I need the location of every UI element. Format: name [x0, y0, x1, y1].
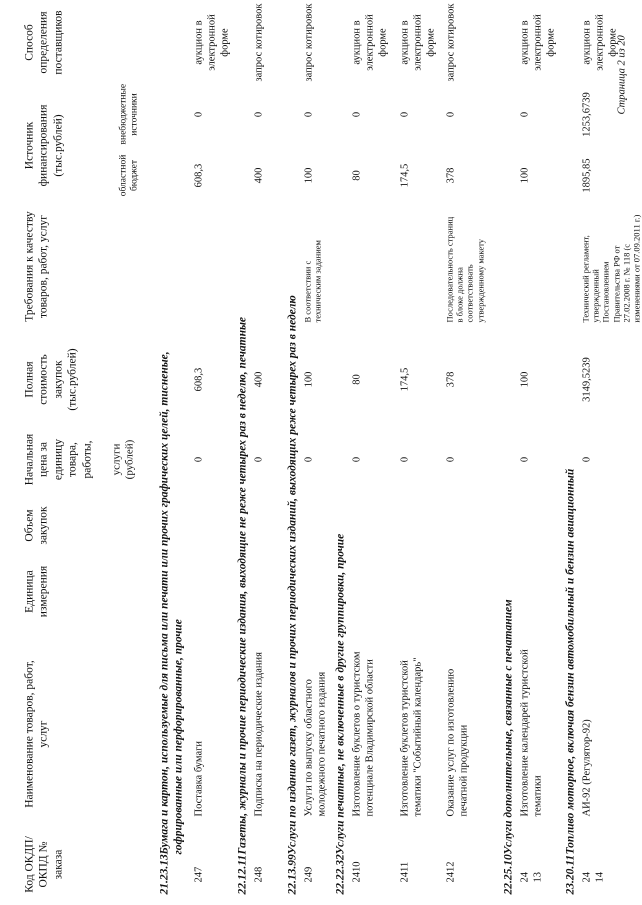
row-number: 2410 [351, 861, 363, 883]
row-total: 378 [445, 371, 457, 388]
page-number: Страница 2 из 20 [616, 35, 628, 115]
row-offbudget: 0 [519, 111, 531, 118]
header-method: Способ определения поставщиков [23, 10, 65, 75]
row-regional: 174,5 [399, 163, 411, 188]
row-total: 100 [303, 371, 315, 388]
row-number: 249 [303, 866, 315, 883]
row-regional: 400 [253, 167, 265, 184]
row-name: Изготовление буклетов о туристском потенциале Владимирской области [351, 651, 376, 817]
row-total: 80 [351, 374, 363, 385]
row-number: 24 13 [519, 872, 544, 883]
row-offbudget: 0 [253, 111, 265, 118]
row-name: Оказание услуг по изготовлению печатной продукции [445, 668, 470, 817]
row-offbudget: 1253,6739 [581, 92, 593, 137]
row-price: 0 [193, 456, 205, 463]
row-method: аукцион в электронной форме [399, 14, 437, 71]
row-total: 3149,5239 [581, 357, 593, 402]
section-title: Услуги по изданию газет, журналов и прочих периодических изданий, выходящих реже четырех раз в неделю [286, 295, 299, 855]
header-name: Наименование товаров, работ, услуг [23, 660, 50, 808]
row-method: запрос котировок [445, 3, 457, 82]
row-offbudget: 0 [303, 111, 315, 118]
row-offbudget: 0 [193, 111, 205, 118]
row-price: 0 [519, 456, 531, 463]
row-price: 0 [445, 456, 457, 463]
row-price: 0 [303, 456, 315, 463]
row-method: аукцион в электронной форме [193, 14, 231, 71]
row-offbudget: 0 [399, 111, 411, 118]
row-number: 24 14 [581, 872, 606, 883]
header-finance-offbudget: внебюджетные источники [118, 83, 140, 145]
header-requirements: Требования к качеству товаров, работ, услуг [23, 211, 50, 322]
section-title: Бумага и картон, используемые для письма или печати или прочих графических целей, тисненые, гофрированные или перфорированные, прочие [158, 351, 185, 855]
row-price: 0 [399, 456, 411, 463]
section-code: 22.13.99 [286, 854, 299, 895]
row-method: запрос котировок [253, 3, 265, 82]
row-name: АИ-92 (Регулятор-92) [581, 719, 593, 817]
row-regional: 608,3 [193, 163, 205, 188]
row-name: Изготовление календарей туристской тематики [519, 649, 544, 817]
section-title: Услуги дополнительные, связанные с печатанием [502, 599, 515, 855]
row-name: Поставка бумаги [193, 740, 205, 817]
header-price-unit: услуги (рублей) [110, 439, 136, 480]
row-number: 2411 [399, 861, 411, 883]
section-code: 21.23.13 [158, 854, 171, 895]
section-code: 22.25.10 [502, 854, 515, 895]
section-title: Газеты, журналы и прочие периодические издания, выходящие не реже четырех раз в неделю, печатные [236, 316, 249, 855]
row-total: 174,5 [399, 367, 411, 392]
row-requirements: Технический регламент, утвержденный Постановлением Правительства РФ от 27.02.2008 г. № 118 (с изменениями от 07.09.2011 г.) [580, 214, 642, 323]
header-price: Начальная цена за единицу товара, работы, [23, 433, 93, 486]
header-total: Полная стоимость закупок (тыс.рублей) [23, 348, 79, 411]
row-number: 248 [253, 866, 265, 883]
row-name: Услуги по выпуску областного молодежного печатного издания [303, 671, 328, 817]
row-total: 400 [253, 371, 265, 388]
section-code: 22.12.11 [236, 854, 249, 895]
row-regional: 100 [519, 167, 531, 184]
row-method: аукцион в электронной форме [581, 14, 619, 71]
section-code: 22.22.32 [334, 854, 347, 895]
section-title: Услуги печатные, не включенные в другие группировки, прочие [334, 533, 347, 855]
row-number: 247 [193, 866, 205, 883]
row-requirements: Последовательность страниц в блоке должна соответствовать утвержденному макету [444, 216, 486, 323]
row-method: аукцион в электронной форме [351, 14, 389, 71]
section-heading [159, 295, 189, 895]
row-price: 0 [253, 456, 265, 463]
header-code: Код ОКДП/ ОКПД № заказа [23, 836, 65, 893]
row-regional: 100 [303, 167, 315, 184]
header-finance: Источник финансирования (тыс.рублей) [23, 104, 65, 187]
row-regional: 378 [445, 167, 457, 184]
row-name: Изготовление буклетов туристской тематики "Событийный календарь" [399, 657, 424, 817]
header-unit: Единица измерения [23, 565, 50, 618]
row-total: 608,3 [193, 367, 205, 392]
row-price: 0 [351, 456, 363, 463]
row-price: 0 [581, 456, 593, 463]
row-offbudget: 0 [351, 111, 363, 118]
row-method: аукцион в электронной форме [519, 14, 557, 71]
row-regional: 1895,85 [581, 158, 593, 193]
row-requirements: В соответствии с техническим заданием [302, 240, 323, 323]
row-regional: 80 [351, 170, 363, 181]
row-name: Подписка на периодические издания [253, 652, 265, 817]
section-title: Топливо моторное, включая бензин автомобильный и бензин авиационный [564, 468, 577, 855]
header-volume: Объем закупок [23, 506, 50, 545]
document-sheet [1, 0, 641, 905]
row-offbudget: 0 [445, 111, 457, 118]
header-finance-regional: областной бюджет [118, 154, 140, 197]
row-total: 100 [519, 371, 531, 388]
row-method: запрос котировок [303, 3, 315, 82]
row-number: 2412 [445, 861, 457, 883]
section-code: 23.20.11 [564, 854, 577, 895]
